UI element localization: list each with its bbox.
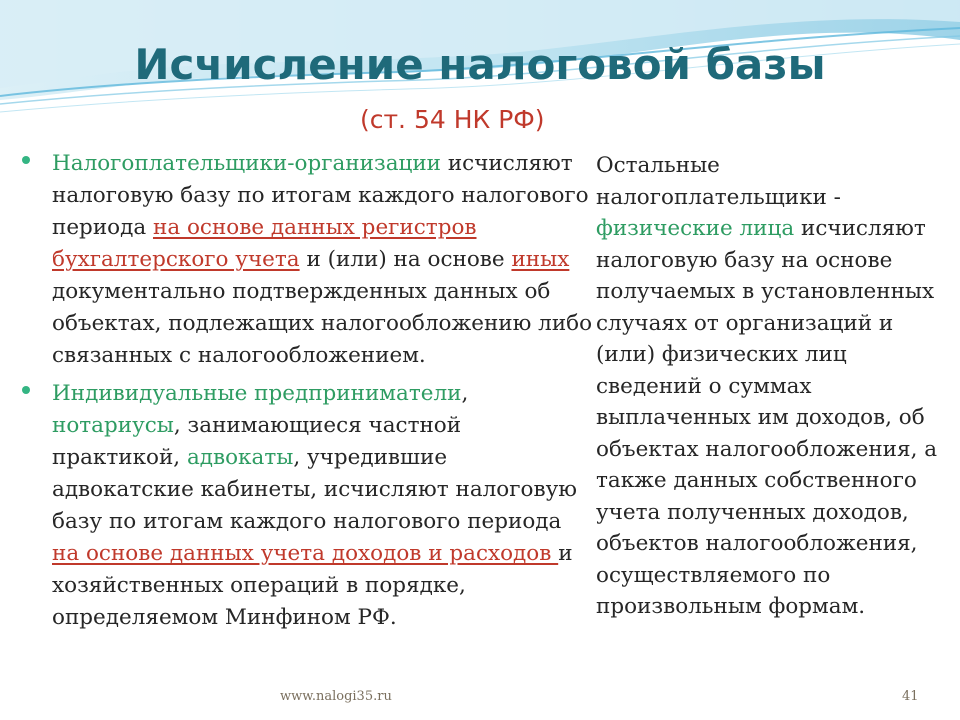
text-span: и (или) на основе — [299, 247, 512, 272]
text-span: документально подтвержденных данных об объектах, подлежащих налогообложению либо связанных с налогообложением. — [52, 279, 593, 368]
left-column — [18, 148, 593, 640]
bullet-dot-icon — [22, 386, 30, 394]
page-number: 41 — [902, 689, 919, 704]
term-organizations: Налогоплательщики-организации — [52, 151, 441, 176]
emphasis-other: иных — [511, 247, 570, 272]
emphasis-accounting-registers: на основе данных регистров бухгалтерского учета — [52, 215, 477, 272]
bullet-dot-icon — [22, 156, 30, 164]
text-span: , занимающиеся частной практикой, — [52, 413, 462, 470]
term-entrepreneurs: Индивидуальные предприниматели — [52, 381, 462, 406]
term-notaries: нотариусы — [52, 413, 174, 438]
text-span: и хозяйственных операций в порядке, определяемом Минфином РФ. — [52, 541, 573, 630]
emphasis-income-expense-accounting: на основе данных учета доходов и расходов — [52, 541, 559, 566]
right-column — [596, 150, 946, 623]
term-lawyers: адвокаты — [186, 445, 294, 470]
text-span: исчисляют налоговую базу по итогам каждого налогового периода — [52, 151, 589, 240]
bullet-individual-entrepreneurs — [18, 378, 593, 634]
bullet-organizations — [18, 148, 593, 372]
term-individuals: физические лица — [596, 216, 795, 241]
page-subtitle: (ст. 54 НК РФ) — [360, 105, 545, 134]
text-span: , учредившие адвокатские кабинеты, исчисляют налоговую базу по итогам каждого налогового периода — [52, 445, 577, 534]
text-span: Остальные налогоплательщики - — [596, 153, 841, 210]
page-title: Исчисление налоговой базы — [134, 40, 826, 89]
text-span: , — [461, 381, 469, 406]
footer-url: www.nalogi35.ru — [280, 689, 392, 704]
text-span: исчисляют налоговую базу на основе получаемых в установленных случаях от организаций и (или) физических лиц сведений о суммах выплаченных им доходов, об объектах налогообложения, а также данных собственного учета полученных доходов, объектов налогообложения, осуществляемого по произвольным формам. — [596, 216, 938, 619]
